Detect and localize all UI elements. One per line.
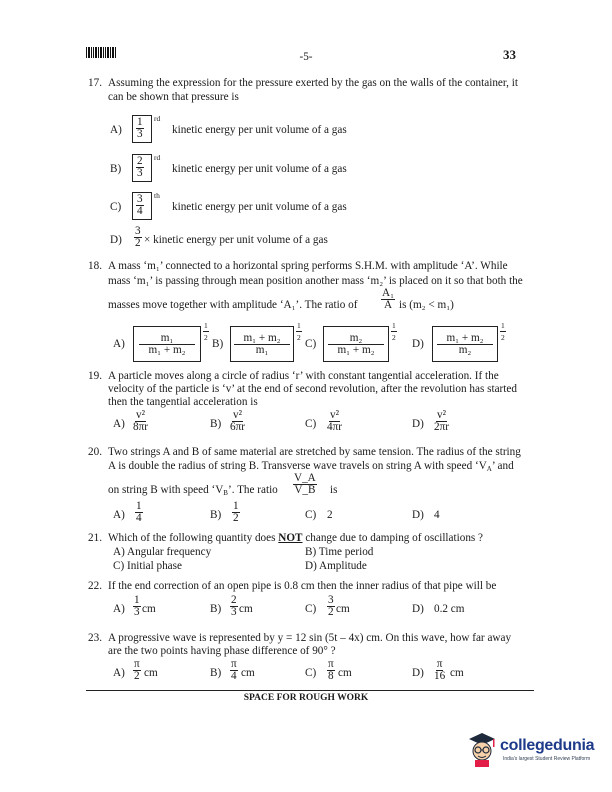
q21-emphasis: NOT (278, 532, 303, 544)
q22-option-c[interactable] (305, 594, 385, 622)
exponent: $\frac{1}{2}$ (204, 321, 208, 342)
option-text: 2 (327, 509, 333, 521)
q17-option-c[interactable] (110, 192, 410, 222)
q22-option-a[interactable] (113, 594, 193, 622)
q20-option-a[interactable] (113, 500, 193, 528)
option-label: C) (305, 418, 317, 430)
option-label: C) (305, 338, 317, 350)
q19-option-b[interactable] (210, 408, 290, 438)
option-label: D) (412, 418, 424, 430)
q19-option-c[interactable] (305, 408, 385, 438)
option-label: B) (210, 509, 222, 521)
unit: cm (142, 603, 156, 615)
fraction: $\frac{\text{v²}}{4\pi r}$ (327, 409, 342, 433)
fraction: $\frac{1}{3}$ (137, 116, 143, 140)
q20-option-b[interactable] (210, 500, 290, 528)
q23-option-a[interactable] (113, 658, 193, 686)
fraction: $\frac{3}{2}$ (135, 225, 141, 249)
option-label: C) (305, 667, 317, 679)
fraction: $\frac{\pi}{2}$ (134, 658, 140, 682)
page-marker: -5- (299, 51, 313, 63)
q20-option-c[interactable] (305, 509, 365, 523)
option-text: 0.2 cm (434, 603, 465, 615)
q18-option-d[interactable] (412, 320, 522, 364)
fraction: $\frac{\text{v²}}{8\pi r}$ (133, 409, 148, 433)
option-label: A) (113, 509, 125, 521)
q22-number: 22. (88, 580, 102, 592)
q18-ratio: $\frac{\text{A₁}}{A}$ (382, 287, 394, 311)
q17-line2: can be shown that pressure is (108, 91, 239, 103)
q18-line3-pre: masses move together with amplitude ‘A₁’. The ratio of (108, 299, 358, 311)
q21-option-d[interactable]: D) Amplitude (305, 560, 367, 572)
q19-line1: A particle moves along a circle of radius ‘r’ with constant tangential acceleration. If the (108, 370, 499, 382)
q20-option-d[interactable] (412, 509, 472, 523)
q23-line1: A progressive wave is represented by y = 12 sin (5t – 4x) cm. On this wave, how far away (108, 632, 512, 644)
q21-option-c[interactable]: C) Initial phase (113, 560, 182, 572)
q21-line1: Which of the following quantity does NOT change due to damping of oscillations ? (108, 532, 484, 544)
q20-line2: A is double the radius of string B. Transverse wave travels on string A with speed ‘$V_A$’ and (108, 460, 514, 473)
option-label: D) (412, 338, 424, 350)
q18-option-c[interactable] (305, 320, 405, 364)
q18-line1: A mass ‘m₁’ connected to a horizontal spring performs S.H.M. with amplitude ‘A’. While (108, 260, 508, 272)
fraction: $\frac{3}{4}$ (137, 193, 143, 217)
option-label: B) (210, 418, 222, 430)
q19-line3: then the tangential acceleration is (108, 396, 258, 408)
option-text: kinetic energy per unit volume of a gas (172, 124, 347, 136)
q17-option-a[interactable] (110, 115, 410, 145)
option-label: B) (210, 603, 222, 615)
q20-ratio: $\frac{V\_A}{V\_B}$ (294, 472, 316, 496)
brand-tagline: India's largest Student Review Platform (503, 756, 591, 762)
fraction: $\frac{\pi}{16}$ (434, 658, 446, 682)
unit: cm (336, 603, 350, 615)
q22-option-d[interactable] (412, 603, 492, 617)
unit: cm (338, 667, 352, 679)
option-label: D) (412, 509, 424, 521)
booklet-number: 33 (503, 47, 516, 62)
q22-line1: If the end correction of an open pipe is 0.8 cm then the inner radius of that pipe will be (108, 580, 497, 592)
fraction: $\frac{\text{m₂}}{\text{m₁ + m₂}}$ (328, 333, 384, 356)
q17-option-d[interactable] (110, 226, 410, 252)
q21-option-b[interactable]: B) Time period (305, 546, 374, 558)
option-label: B) (210, 667, 222, 679)
brand-name: collegedunia (500, 737, 595, 754)
fraction: $\frac{\pi}{8}$ (328, 658, 334, 682)
fraction: $\frac{2}{3}$ (231, 594, 237, 618)
student-mascot-icon (465, 731, 499, 767)
fraction: $\frac{\text{v²}}{6\pi r}$ (230, 409, 245, 433)
unit: cm (144, 667, 158, 679)
superscript: rd (154, 114, 161, 123)
q20-number: 20. (88, 446, 102, 458)
q22-option-b[interactable] (210, 594, 290, 622)
footer-divider (86, 690, 534, 691)
q19-line2: velocity of the particle is ‘v’ at the end of second revolution, after the revolution has started (108, 383, 517, 395)
q20-line1: Two strings A and B of same material are stretched by same tension. The radius of the string (108, 446, 521, 458)
option-text: 4 (434, 509, 440, 521)
fraction: $\frac{\text{m₁ + m₂}}{\text{m₂}}$ (437, 333, 493, 356)
option-label: D) (110, 234, 122, 246)
unit: cm (241, 667, 255, 679)
q23-option-c[interactable] (305, 658, 385, 686)
q21-option-a[interactable]: A) Angular frequency (113, 546, 212, 558)
q18-option-a[interactable] (113, 320, 213, 364)
option-label: D) (412, 603, 424, 615)
q17-option-b[interactable] (110, 154, 410, 184)
option-label: A) (113, 338, 125, 350)
fraction: $\frac{\text{v²}}{2\pi r}$ (434, 409, 449, 433)
exponent: $\frac{1}{2}$ (392, 321, 396, 342)
q23-number: 23. (88, 632, 102, 644)
rough-work-label: SPACE FOR ROUGH WORK (243, 693, 369, 703)
option-text: kinetic energy per unit volume of a gas (172, 163, 347, 175)
q23-option-b[interactable] (210, 658, 290, 686)
q17-number: 17. (88, 77, 102, 89)
fraction: $\frac{\text{m₁}}{\text{m₁ + m₂}}$ (139, 333, 195, 356)
q18-option-b[interactable] (212, 320, 312, 364)
q18-number: 18. (88, 260, 102, 272)
fraction: $\frac{\text{m₁ + m₂}}{\text{m₁}}$ (234, 333, 290, 356)
option-label: C) (110, 201, 122, 213)
fraction: $\frac{\pi}{4}$ (231, 658, 237, 682)
option-label: A) (113, 667, 125, 679)
option-label: A) (113, 603, 125, 615)
fraction: $\frac{1}{4}$ (136, 500, 142, 524)
option-label: B) (212, 338, 224, 350)
unit: cm (450, 667, 464, 679)
q19-number: 19. (88, 370, 102, 382)
option-label: D) (412, 667, 424, 679)
fraction: $\frac{1}{3}$ (134, 594, 140, 618)
q19-option-d[interactable] (412, 408, 492, 438)
barcode (86, 47, 122, 58)
exponent: $\frac{1}{2}$ (297, 321, 301, 342)
option-label: C) (305, 509, 317, 521)
q21-number: 21. (88, 532, 102, 544)
fraction: $\frac{2}{3}$ (137, 155, 143, 179)
fraction: $\frac{1}{2}$ (233, 500, 239, 524)
q20-line3-pre: on string B with speed ‘$V_B$’. The ratio (108, 484, 278, 497)
q20-line3-post: is (330, 484, 338, 496)
superscript: th (154, 191, 160, 200)
option-text: kinetic energy per unit volume of a gas (172, 201, 347, 213)
option-label: A) (110, 124, 122, 136)
option-text: × kinetic energy per unit volume of a gas (144, 234, 328, 246)
unit: cm (239, 603, 253, 615)
collegedunia-logo (465, 731, 600, 769)
exponent: $\frac{1}{2}$ (501, 321, 505, 342)
superscript: rd (154, 153, 161, 162)
q19-option-a[interactable] (113, 408, 193, 438)
q23-option-d[interactable] (412, 658, 492, 686)
fraction: $\frac{3}{2}$ (328, 594, 334, 618)
q18-line2: mass ‘m₁’ is passing through mean position another mass ‘m₂’ is placed on it so that both the (108, 275, 523, 287)
q23-line2: are the two points having phase difference of 90° ? (108, 645, 336, 657)
q18-line3-post: is (m₂ < m₁) (399, 299, 454, 311)
option-label: A) (113, 418, 125, 430)
q17-line1: Assuming the expression for the pressure exerted by the gas on the walls of the container, it (108, 77, 518, 89)
option-label: C) (305, 603, 317, 615)
option-label: B) (110, 163, 122, 175)
